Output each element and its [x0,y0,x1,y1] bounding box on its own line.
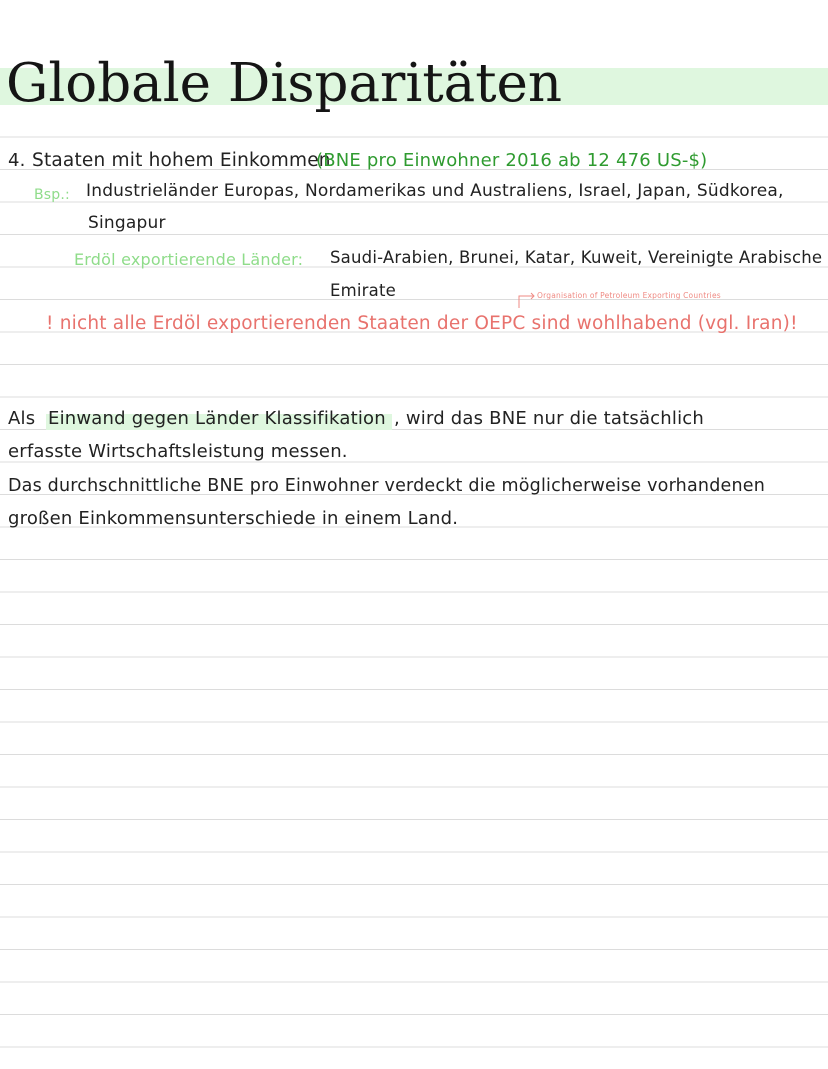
oil-exporters-line1: Saudi-Arabien, Brunei, Katar, Kuweit, Vereinigte Arabische [330,248,823,267]
arrow-icon [516,290,538,310]
section-heading: Staaten mit hohem Einkommen [32,150,331,171]
oil-exporters-label: Erdöl exportierende Länder: [74,250,304,269]
page-title: Globale Disparitäten [6,53,563,114]
example-countries-line2: Singapur [88,213,166,233]
section-heading-note: (BNE pro Einwohner 2016 ab 12 476 US-$) [316,150,708,171]
warning-note: ! nicht alle Erdöl exportierenden Staaten der OEPC sind wohlhabend (vgl. Iran)! [46,313,798,334]
paragraph-line3: Das durchschnittliche BNE pro Einwohner verdeckt die möglicherweise vorhandenen [8,476,766,496]
opec-annotation: Organisation of Petroleum Exporting Countries [537,291,721,300]
oil-exporters-line2: Emirate [330,281,396,300]
paragraph-line4: großen Einkommensunterschiede in einem Land. [8,508,459,529]
example-label: Bsp.: [34,187,70,203]
paragraph-line1-start: Als [8,408,36,429]
section-number: 4. [8,150,26,171]
paragraph-line2: erfasste Wirtschaftsleistung messen. [8,441,348,462]
example-countries-line1: Industrieländer Europas, Nordamerikas und Australiens, Israel, Japan, Südkorea, [86,181,784,201]
paragraph-line1-highlight: Einwand gegen Länder Klassifikation [48,408,386,429]
paragraph-line1-end: , wird das BNE nur die tatsächlich [394,408,704,429]
